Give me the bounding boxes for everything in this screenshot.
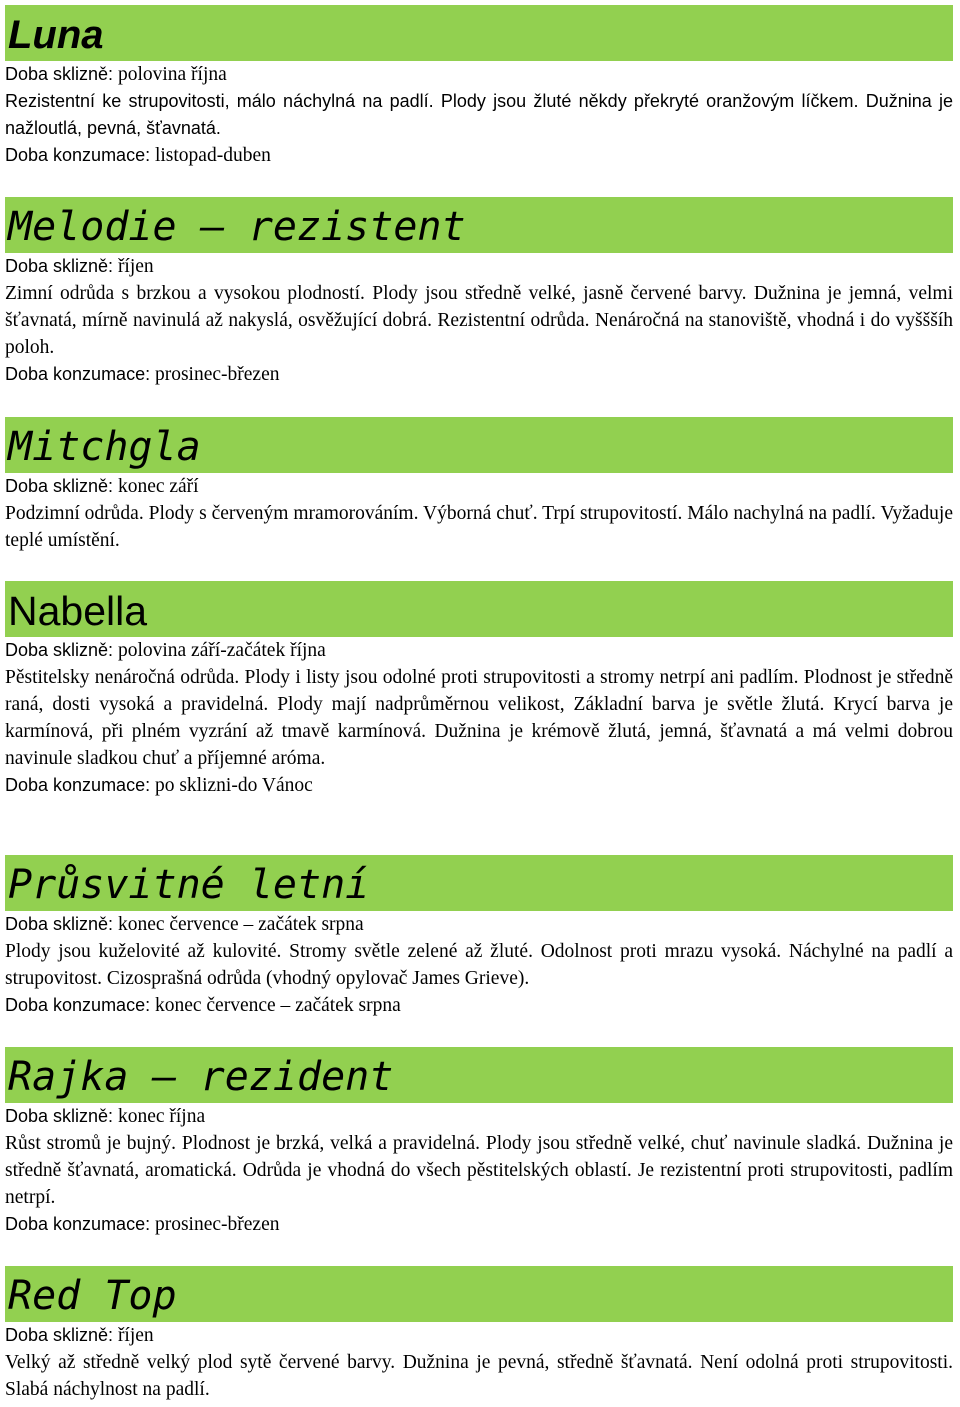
- variety-entry-mitchgla: [5, 417, 953, 554]
- variety-entry-prusvitne-letni: [5, 855, 953, 1019]
- consumption-label: Doba konzumace:: [5, 145, 151, 165]
- variety-title-bar: [5, 5, 953, 61]
- harvest-label: Doba sklizně:: [5, 1325, 114, 1345]
- consumption-line: [5, 361, 953, 388]
- harvest-label: Doba sklizně:: [5, 476, 114, 496]
- variety-description: Růst stromů je bujný. Plodnost je brzká, velká a pravidelná. Plody jsou středně velké, chuť navinule sladká. Dužnina je středně šťavnatá, aromatická. Odrůda je vhodná do všech pěstitelských oblastí. Je rezistentní proti strupovitosti, padlím netrpí.: [5, 1133, 953, 1208]
- variety-title-bar: [5, 1266, 953, 1322]
- variety-title-bar: [5, 1047, 953, 1103]
- consumption-label: Doba konzumace:: [5, 364, 151, 384]
- variety-description: Zimní odrůda s brzkou a vysokou plodností. Plody jsou středně velké, jasně červené barvy. Dužnina je jemná, velmi šťavnatá, mírně navinulá až nakyslá, osvěžující dobrá. Rezistentní odrůda. Nenáročná na stanoviště, vhodná i do vyšššíh poloh.: [5, 283, 953, 358]
- variety-description: Velký až středně velký plod sytě červené barvy. Dužnina je pevná, středně šťavnatá. Není odolná proti strupovitosti. Slabá náchylnost na padlí.: [5, 1352, 953, 1400]
- variety-description: Plody jsou kuželovité až kulovité. Stromy světle zelené až žluté. Odolnost proti mrazu vysoká. Náchylné na padlí a strupovitost. Cizosprašná odrůda (vhodný opylovač James Grieve).: [5, 941, 953, 989]
- harvest-label: Doba sklizně:: [5, 64, 114, 84]
- harvest-value: říjen: [113, 256, 154, 277]
- variety-title: Red Top: [8, 1273, 177, 1319]
- variety-title: Průsvitné letní: [8, 862, 370, 908]
- harvest-value: konec října: [113, 1106, 206, 1127]
- harvest-line: [5, 1103, 953, 1130]
- harvest-line: [5, 1322, 953, 1349]
- harvest-label: Doba sklizně:: [5, 256, 114, 276]
- consumption-value: listopad-duben: [150, 145, 271, 166]
- variety-title: Nabella: [8, 588, 148, 634]
- variety-title-bar: [5, 855, 953, 911]
- harvest-label: Doba sklizně:: [5, 1106, 114, 1126]
- harvest-value: polovina září-začátek října: [113, 640, 326, 661]
- harvest-label: Doba sklizně:: [5, 640, 114, 660]
- consumption-label: Doba konzumace:: [5, 995, 151, 1015]
- consumption-value: konec července – začátek srpna: [150, 995, 401, 1016]
- variety-entry-melodie: [5, 197, 953, 388]
- harvest-label: Doba sklizně:: [5, 914, 114, 934]
- consumption-value: po sklizni-do Vánoc: [150, 775, 313, 796]
- harvest-line: [5, 911, 953, 938]
- variety-description: Rezistentní ke strupovitosti, málo náchylná na padlí. Plody jsou žluté někdy překryté oranžovým líčkem. Dužnina je nažloutlá, pevná, šťavnatá.: [5, 91, 953, 138]
- harvest-line: [5, 473, 953, 500]
- variety-entry-rajka: [5, 1047, 953, 1238]
- variety-entry-luna: [5, 5, 953, 169]
- consumption-line: [5, 142, 953, 169]
- variety-title-bar: [5, 417, 953, 473]
- variety-title: Rajka – rezident: [8, 1054, 394, 1100]
- variety-entry-nabella: [5, 581, 953, 799]
- variety-description: Pěstitelsky nenáročná odrůda. Plody i listy jsou odolné proti strupovitosti a stromy netrpí ani padlím. Plodnost je středně raná, dosti vysoká a pravidelná. Plody mají nadprůměrnou velikost, Základní barva je světle žlutá. Krycí barva je karmínová, při plném vyzrání až tmavě karmínová. Dužnina je krémově žlutá, jemná, šťavnatá a má velmi dobrou navinule sladkou chuť a příjemné aróma.: [5, 667, 953, 769]
- consumption-value: prosinec-březen: [150, 1214, 280, 1235]
- consumption-line: [5, 772, 953, 799]
- harvest-line: [5, 253, 953, 280]
- consumption-label: Doba konzumace:: [5, 775, 151, 795]
- harvest-line: [5, 637, 953, 664]
- harvest-value: konec září: [113, 476, 199, 497]
- variety-title: Mitchgla: [8, 424, 201, 470]
- harvest-value: polovina října: [113, 64, 227, 85]
- variety-description: Podzimní odrůda. Plody s červeným mramorováním. Výborná chuť. Trpí strupovitostí. Málo nachylná na padlí. Vyžaduje teplé umístění.: [5, 503, 953, 551]
- variety-title-bar: [5, 581, 953, 637]
- harvest-value: konec července – začátek srpna: [113, 914, 364, 935]
- variety-title: Melodie – rezistent: [8, 204, 466, 250]
- harvest-value: říjen: [113, 1325, 154, 1346]
- variety-title-bar: [5, 197, 953, 253]
- variety-title: Luna: [8, 13, 104, 57]
- consumption-label: Doba konzumace:: [5, 1214, 151, 1234]
- variety-entry-red-top: [5, 1266, 953, 1403]
- harvest-line: [5, 61, 953, 88]
- consumption-line: [5, 1211, 953, 1238]
- consumption-value: prosinec-březen: [150, 364, 280, 385]
- consumption-line: [5, 992, 953, 1019]
